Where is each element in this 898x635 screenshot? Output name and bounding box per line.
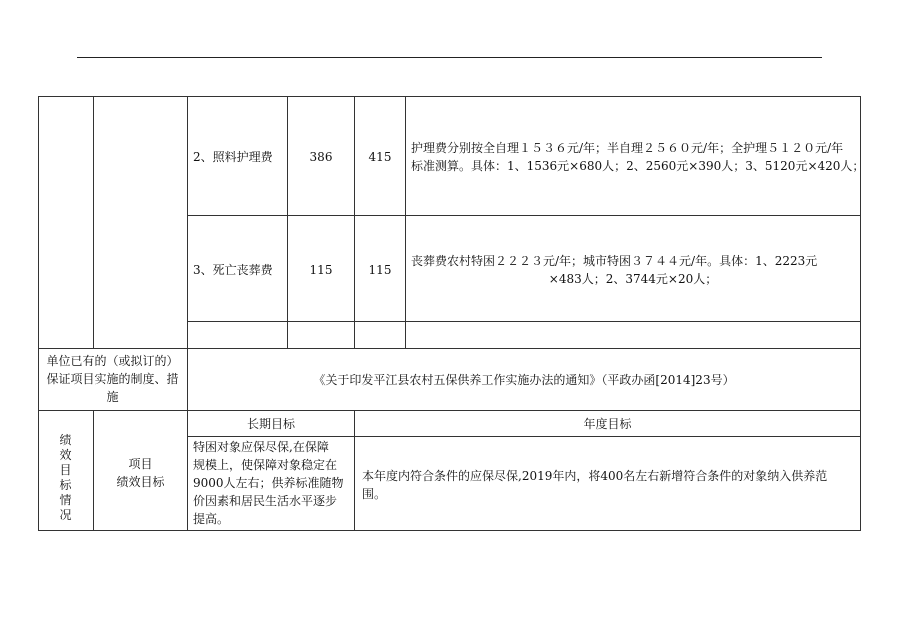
col-divider [93, 96, 94, 349]
system-content: 《关于印发平江县农村五保供养工作实施办法的通知》（平政办函[2014]23号） [313, 373, 735, 387]
funeral-fee-desc-line1: 丧葬费农村特困２２２３元/年；城市特困３７４４元/年。具体：1、2223元 [411, 254, 818, 268]
project-goal-label-line1: 项目 [128, 457, 153, 471]
performance-section-label-1: 绩 [59, 433, 72, 447]
long-term-line-5: 提高。 [193, 512, 230, 526]
col-divider [187, 96, 188, 531]
annual-header: 年度目标 [583, 417, 632, 431]
col-divider [354, 96, 355, 349]
annual-goal-line1: 本年度内符合条件的应保尽保,2019年内，将400名左右新增符合条件的对象纳入供养范 [362, 469, 828, 483]
care-fee-value-a: 386 [309, 150, 333, 164]
long-term-line-1: 特困对象应保尽保,在保障 [193, 440, 329, 454]
care-fee-value-b: 415 [368, 150, 392, 164]
table-bottom-border [38, 530, 860, 531]
long-term-line-2: 规模上，使保障对象稳定在 [193, 458, 338, 472]
col-divider [287, 96, 288, 349]
item-funeral-fee: 3、死亡丧葬费 [193, 263, 273, 277]
funeral-fee-desc-line2: ×483人；2、3744元×20人； [548, 272, 718, 286]
long-term-line-4: 价因素和居民生活水平逐步 [193, 494, 338, 508]
row-divider [38, 410, 860, 411]
funeral-fee-value-a: 115 [309, 263, 333, 277]
performance-section-label-3: 目 [59, 463, 72, 477]
item-care-fee: 2、照料护理费 [193, 150, 273, 164]
long-term-line-3: 9000人左右；供养标准随物 [193, 476, 344, 490]
performance-section-label-5: 情 [59, 493, 72, 507]
long-term-header: 长期目标 [246, 417, 295, 431]
row-divider [38, 348, 860, 349]
system-label-line3: 施 [106, 390, 119, 404]
project-goal-label-line2: 绩效目标 [116, 475, 165, 489]
row-divider [187, 436, 860, 437]
care-fee-desc-line1: 护理费分别按全自理１５３６元/年；半自理２５６０元/年；全护理５１２０元/年 [411, 141, 844, 155]
col-divider [405, 96, 406, 349]
system-label-line2: 保证项目实施的制度、措 [46, 372, 179, 386]
annual-goal-line2: 围。 [362, 487, 387, 501]
system-label-line1: 单位已有的（或拟订的） [46, 354, 179, 368]
performance-section-label-6: 况 [59, 508, 72, 522]
performance-section-label-4: 标 [59, 478, 72, 492]
table-top-border [38, 96, 860, 97]
care-fee-desc-line2: 标准测算。具体：1、1536元×680人；2、2560元×390人；3、5120元×420人； [411, 159, 865, 173]
funeral-fee-value-b: 115 [368, 263, 392, 277]
performance-section-label-2: 效 [59, 448, 72, 462]
